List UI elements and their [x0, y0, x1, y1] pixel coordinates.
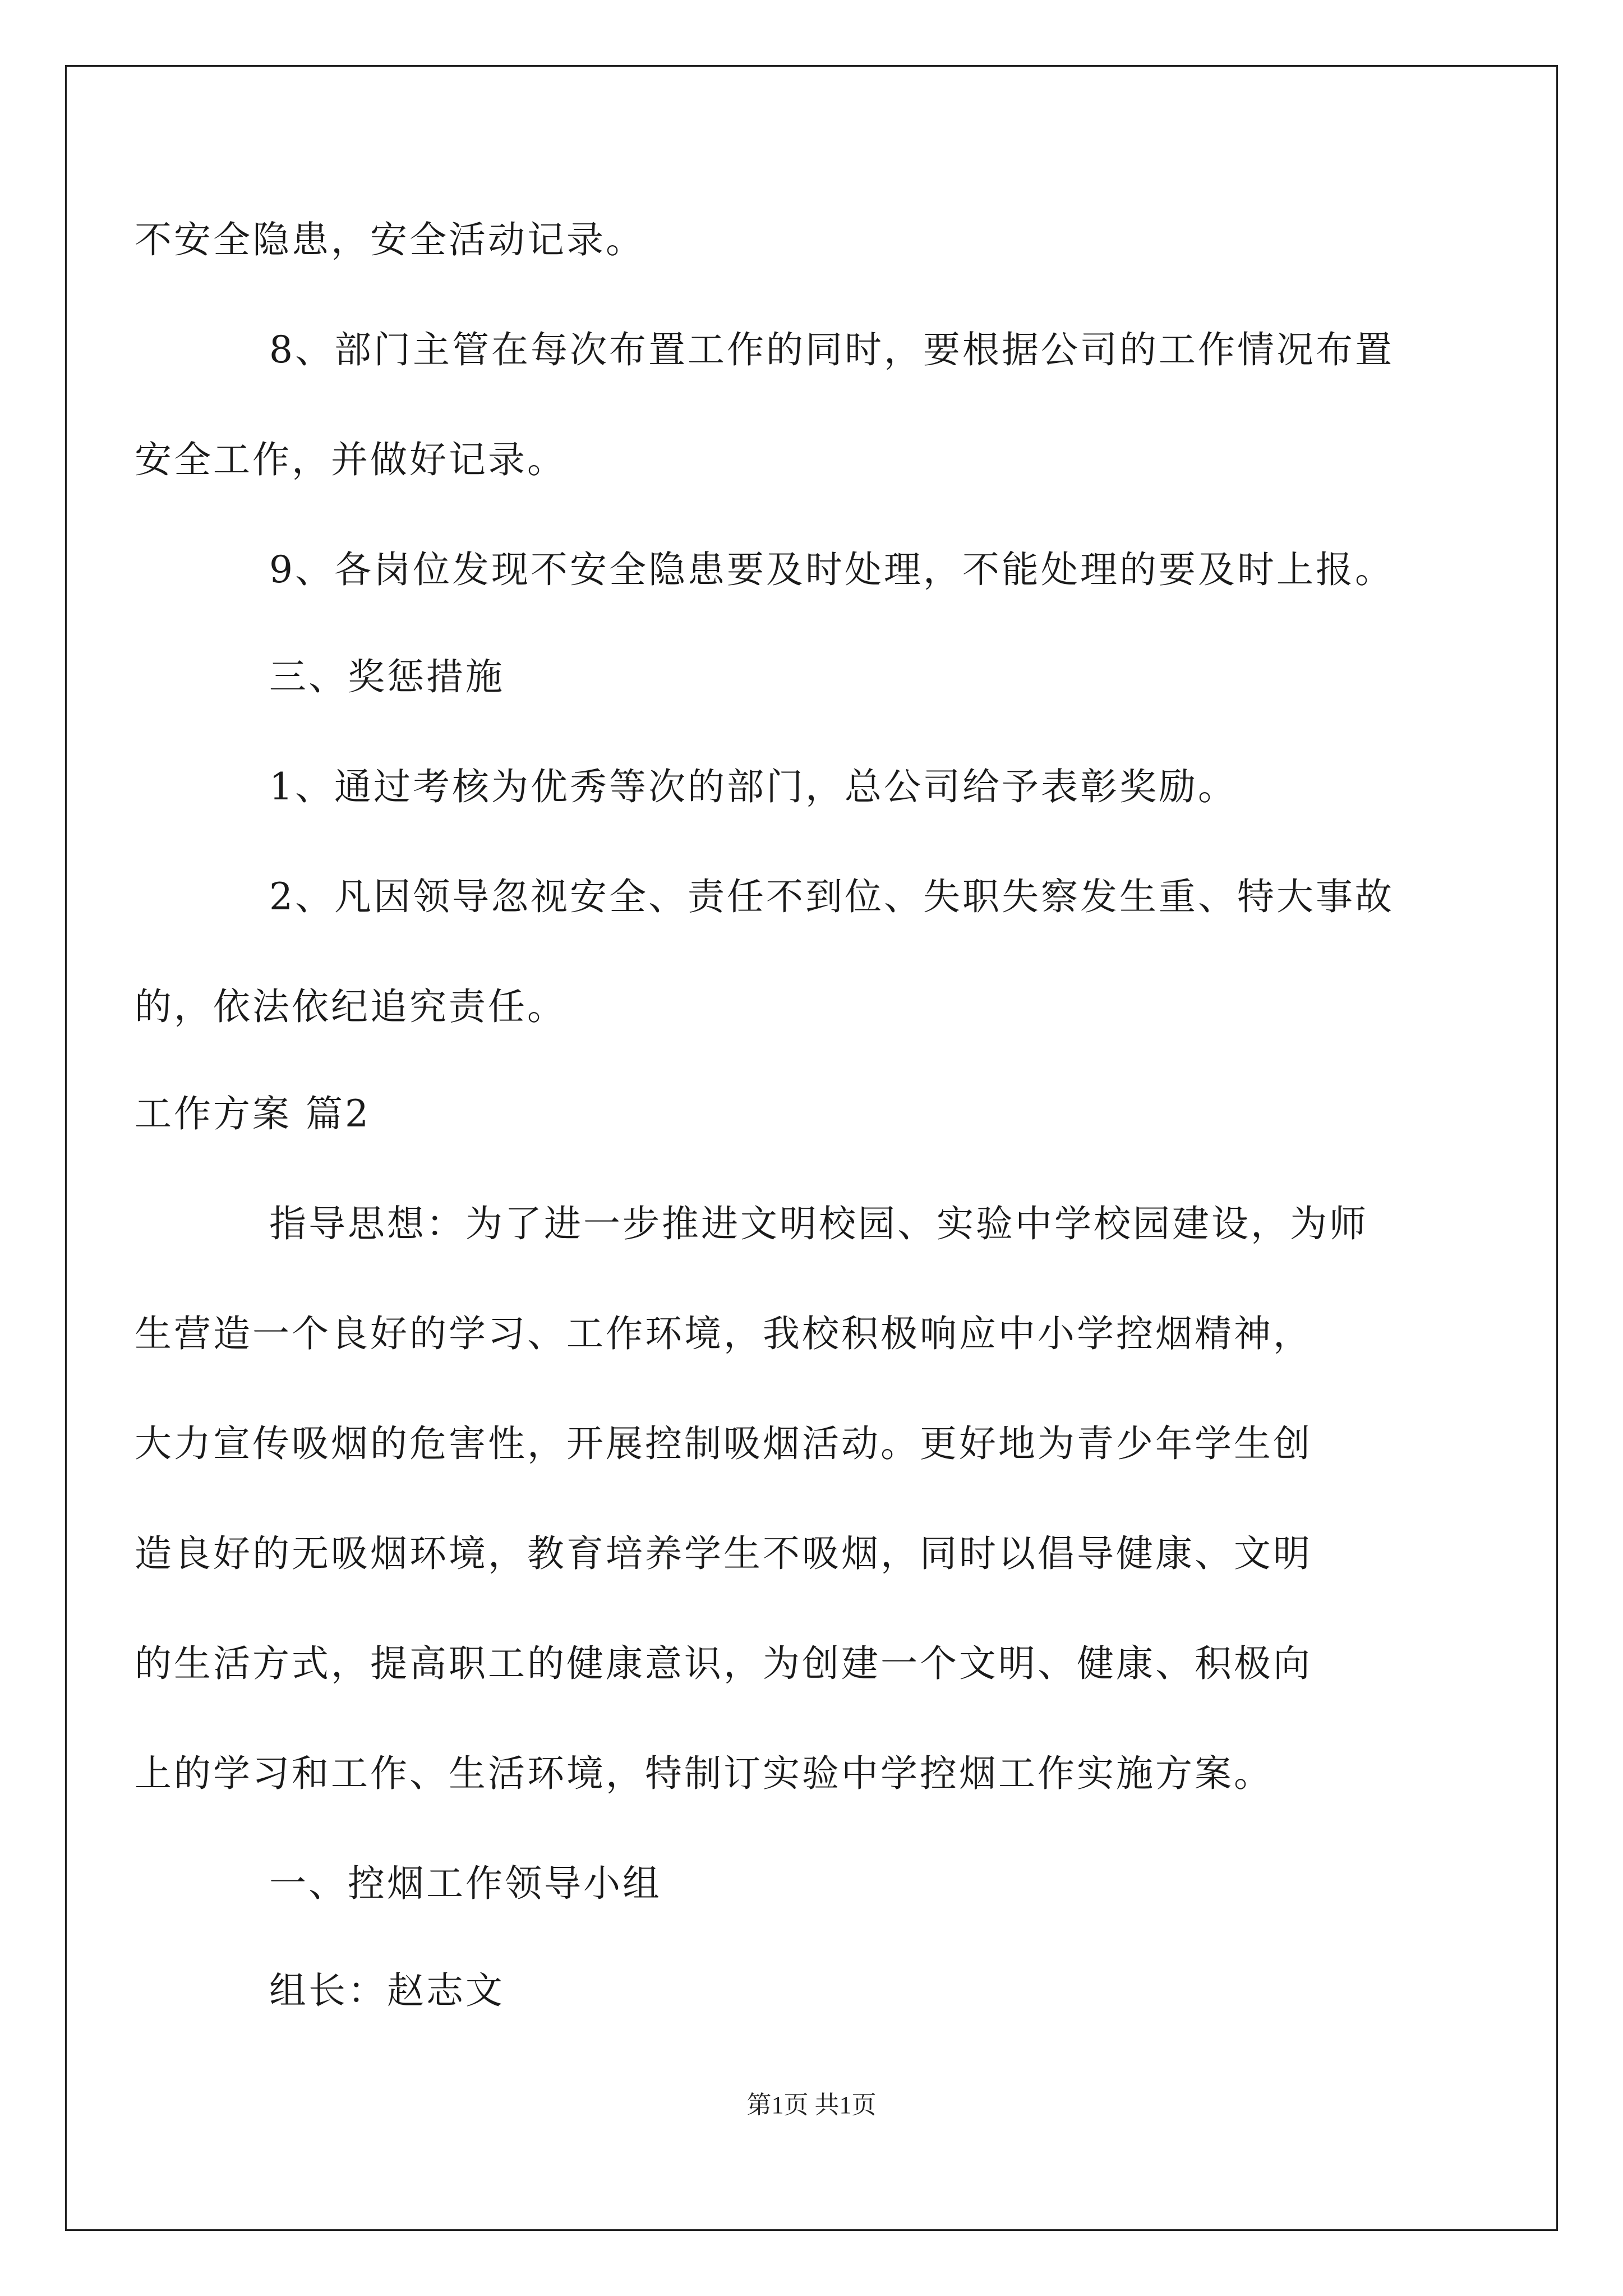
- body-line-12: 大力宣传吸烟的危害性，开展控制吸烟活动。更好地为青少年学生创: [135, 1422, 1312, 1465]
- body-line-13: 造良好的无吸烟环境，教育培养学生不吸烟，同时以倡导健康、文明: [135, 1532, 1312, 1575]
- body-line-14: 的生活方式，提高职工的健康意识，为创建一个文明、健康、积极向: [135, 1642, 1312, 1685]
- body-line-17: 组长：赵志文: [269, 1969, 505, 2012]
- body-line-7: 2、凡因领导忽视安全、责任不到位、失职失察发生重、特大事故: [269, 875, 1394, 918]
- section-heading: 三、奖惩措施: [269, 655, 505, 698]
- page-footer: 第1页 共1页: [746, 2091, 877, 2119]
- body-line-15: 上的学习和工作、生活环境，特制订实验中学控烟工作实施方案。: [135, 1752, 1273, 1795]
- body-line-11: 生营造一个良好的学习、工作环境，我校积极响应中小学控烟精神，: [135, 1312, 1312, 1355]
- body-line-2: 8、部门主管在每次布置工作的同时，要根据公司的工作情况布置: [269, 328, 1394, 371]
- body-line-4: 9、各岗位发现不安全隐患要及时处理，不能处理的要及时上报。: [269, 548, 1394, 591]
- body-line-8: 的，依法依纪追究责任。: [135, 985, 566, 1028]
- body-line-10: 指导思想：为了进一步推进文明校园、实验中学校园建设，为师: [269, 1202, 1368, 1245]
- body-line-6: 1、通过考核为优秀等次的部门，总公司给予表彰奖励。: [269, 765, 1237, 808]
- section-heading-2: 一、控烟工作领导小组: [269, 1862, 662, 1905]
- body-line-3: 安全工作，并做好记录。: [135, 438, 566, 481]
- chapter-title: 工作方案 篇2: [135, 1092, 371, 1135]
- body-line-1: 不安全隐患，安全活动记录。: [135, 218, 645, 261]
